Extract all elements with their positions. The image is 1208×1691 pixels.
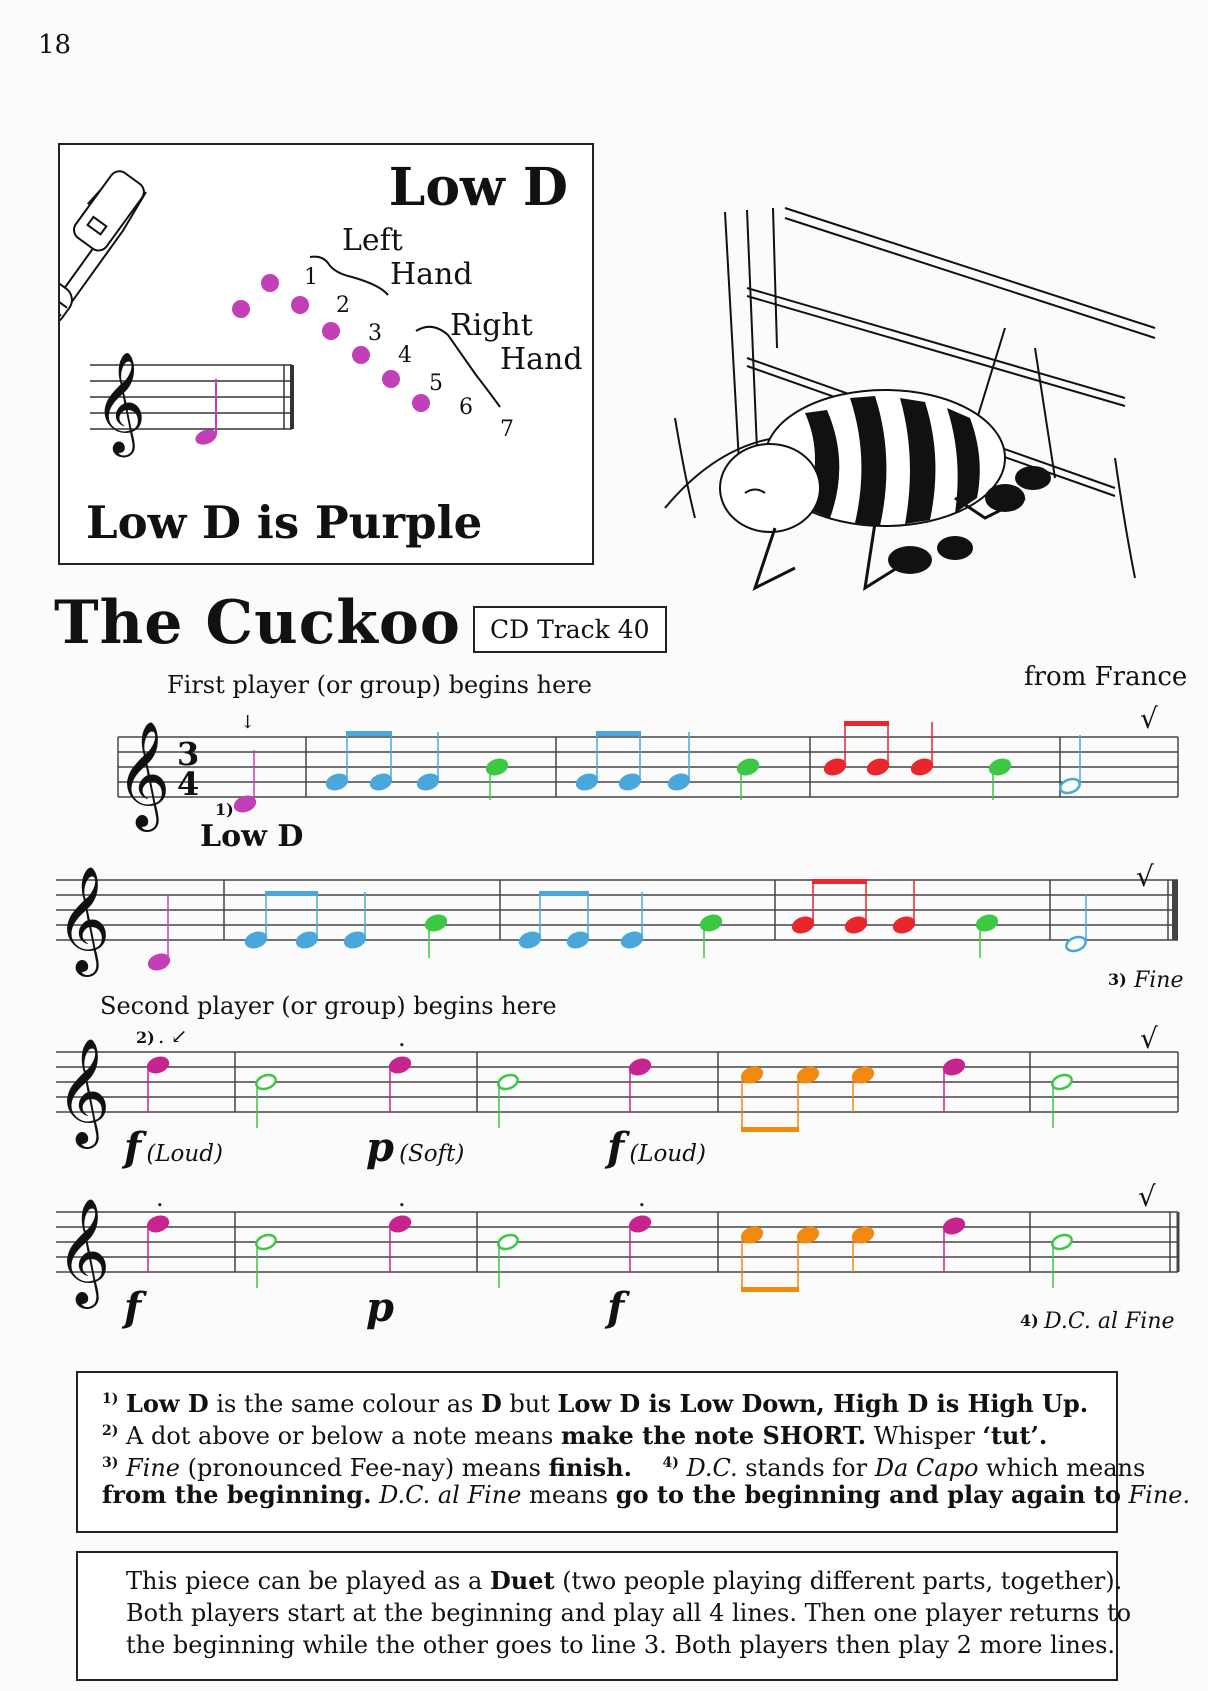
finger-number: 6	[459, 395, 473, 420]
svg-text:√: √	[1140, 1022, 1158, 1055]
dynamic-mark: p	[366, 1124, 394, 1171]
staff-line-4	[56, 1212, 1178, 1272]
svg-text:4): 4)	[1020, 1311, 1039, 1330]
staff-line-2	[56, 880, 1178, 940]
first-player-label: First player (or group) begins here	[167, 671, 592, 699]
duet-box	[76, 1551, 1132, 1681]
low-d-label: Low D	[200, 819, 304, 854]
footnotes-box	[76, 1371, 1191, 1533]
dynamic-mark: f	[124, 1124, 142, 1171]
footnote-3b: from the beginning. D.C. al Fine means go to the beginning and play again to Fine.	[102, 1480, 1191, 1509]
footnote-2: $^{2)}$ A dot above or below a note means make the note SHORT. Whisper ‘tut’.	[102, 1421, 1048, 1450]
right-hand-label-1: Right	[450, 308, 533, 343]
page-number: 18	[38, 30, 72, 60]
svg-text:𝄞: 𝄞	[56, 1197, 111, 1304]
svg-text:.: .	[156, 1184, 164, 1212]
dynamic-mark: f	[607, 1284, 625, 1331]
svg-text:√: √	[1136, 860, 1154, 893]
svg-text:↓: ↓	[240, 712, 256, 733]
footnote-1: $^{1)}$ Low D is the same colour as D but Low D is Low Down, High D is High Up.	[102, 1389, 1089, 1418]
breath-mark: √	[1140, 702, 1158, 735]
svg-text:2): 2)	[136, 1028, 155, 1047]
svg-text:√: √	[1138, 1180, 1156, 1213]
treble-clef: 𝄞	[116, 720, 171, 827]
dynamic-mark: f	[124, 1284, 142, 1331]
finger-number: 4	[398, 343, 412, 368]
finger-number: 7	[500, 417, 514, 442]
fingering-caption: Low D is Purple	[86, 496, 483, 549]
left-hand-label-2: Hand	[390, 257, 473, 292]
fine-label: Fine	[1134, 968, 1184, 993]
second-player-label: Second player (or group) begins here	[100, 992, 557, 1020]
fingering-title: Low D	[388, 157, 568, 218]
song-origin: from France	[1024, 662, 1188, 692]
svg-text:. ↙: . ↙	[158, 1024, 188, 1048]
cd-track-badge: CD Track 40	[473, 606, 667, 653]
right-hand-label-2: Hand	[500, 342, 583, 377]
svg-text:𝄞: 𝄞	[56, 1037, 111, 1144]
duet-line-2: Both players start at the beginning and play all 4 lines. Then one player returns to	[126, 1599, 1132, 1627]
song-title: The Cuckoo	[54, 588, 461, 658]
dynamic-mark: f	[607, 1124, 625, 1171]
finger-number: 2	[336, 293, 350, 318]
duet-line-3: the beginning while the other goes to line 3. Both players then play 2 more lines.	[126, 1631, 1116, 1659]
footnote-mark-1: 1)	[215, 800, 234, 819]
dynamic-mark: p	[366, 1284, 394, 1331]
svg-text:𝄞: 𝄞	[94, 350, 147, 453]
time-signature-top: 3	[177, 735, 200, 773]
svg-text:.: .	[638, 1184, 646, 1212]
dc-label: D.C. al Fine	[1044, 1309, 1175, 1334]
time-signature-bottom: 4	[177, 765, 200, 803]
svg-text:3): 3)	[1108, 970, 1127, 989]
finger-number: 5	[429, 371, 443, 396]
left-hand-label-1: Left	[342, 223, 403, 258]
finger-number: 3	[368, 321, 382, 346]
staff-line-3	[56, 1052, 1178, 1112]
footnote-3: $^{3)}$ Fine (pronounced Fee-nay) means finish. $^{4)}$ D.C. stands for Da Capo which means	[102, 1453, 1146, 1482]
svg-text:.: .	[398, 1024, 406, 1052]
staff-line-1	[118, 737, 1178, 797]
duet-line-1: This piece can be played as a Duet (two people playing different parts, together).	[126, 1566, 1123, 1595]
finger-number: 1	[304, 265, 318, 290]
svg-text:𝄞: 𝄞	[56, 865, 111, 972]
svg-text:.: .	[398, 1184, 406, 1212]
